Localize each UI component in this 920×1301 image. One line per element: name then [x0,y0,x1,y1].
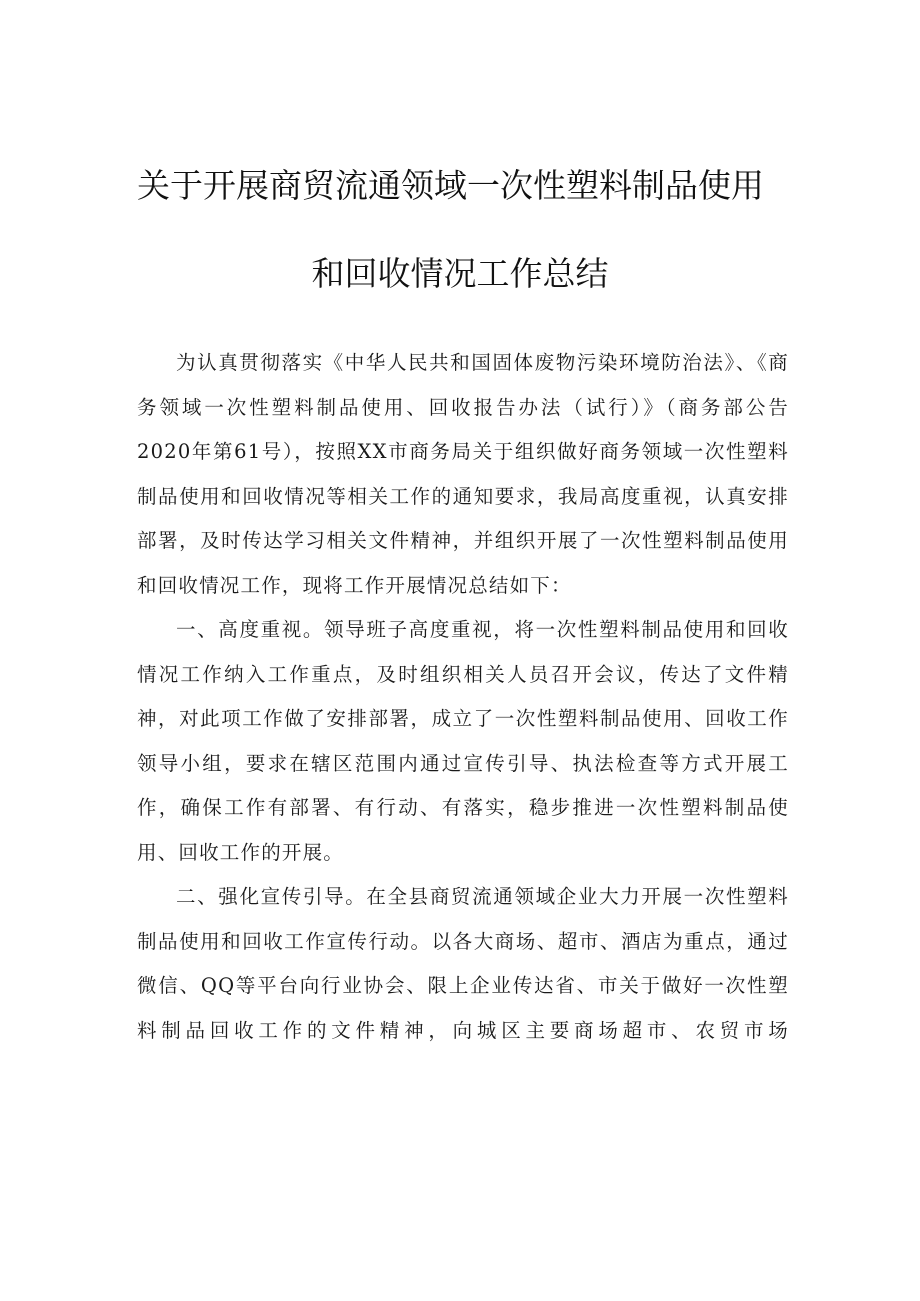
document-title-line-2: 和回收情况工作总结 [311,254,609,293]
document-body [137,341,789,1053]
paragraph-intro: 为认真贯彻落实《中华人民共和国固体废物污染环境防治法》、《商务领域一次性塑料制品使用、回收报告办法（试行）》（商务部公告2020年第61号），按照XX市商务局关于组织做好商务领域一次性塑料制品使用和回收情况等相关工作的通知要求，我局高度重视，认真安排部署，及时传达学习相关文件精神，并组织开展了一次性塑料制品使用和回收情况工作，现将工作开展情况总结如下： [137,351,789,597]
paragraph-section-1: 一、高度重视。领导班子高度重视，将一次性塑料制品使用和回收情况工作纳入工作重点，及时组织相关人员召开会议，传达了文件精神，对此项工作做了安排部署，成立了一次性塑料制品使用、回收工作领导小组，要求在辖区范围内通过宣传引导、执法检查等方式开展工作，确保工作有部署、有行动、有落实，稳步推进一次性塑料制品使用、回收工作的开展。 [137,618,789,864]
paragraph-section-2: 二、强化宣传引导。在全县商贸流通领域企业大力开展一次性塑料制品使用和回收工作宣传行动。以各大商场、超市、酒店为重点，通过微信、QQ等平台向行业协会、限上企业传达省、市关于做好一次性塑料制品回收工作的文件精神，向城区主要商场超市、农贸市场 [137,885,789,1042]
document-title-line-1: 关于开展商贸流通领域一次性塑料制品使用 [137,166,764,205]
